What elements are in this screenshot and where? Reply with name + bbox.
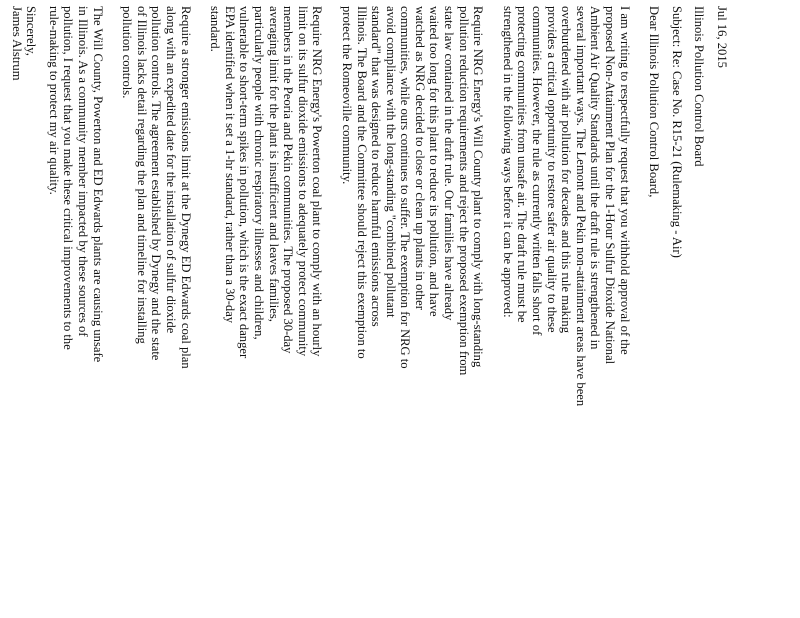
letter-salutation: Dear Illinois Pollution Control Board, bbox=[647, 6, 662, 198]
letter-body bbox=[9, 6, 800, 606]
letter-paragraph: Require NRG Energy's Will County plant to comply with long-standing pollution reduction requirements and reject the proposed exemption from state law contained in the draft rule. Our families have already waited too long for this plant to reduce its pollution, and have watched as NRG decided to close or clean up plants in other communities, while ours continues to suffer. The exemption for NRG to avoid compliance with the long-standing "combined pollutant standard" that was designed to reduce harmful emissions across Illinois. The Board and the Committee should reject this exemption to protect the Romeoville community. bbox=[339, 6, 486, 376]
letter-paragraph: Require a stronger emissions limit at the Dynegy ED Edwards coal plan along with an expedited date for the installation of sulfur dioxide pollution controls. The agreement established by Dynegy and the state of Illinois lacks detail regarding the plan and timeline for installing pollution controls. bbox=[120, 6, 193, 369]
letter-date: Jul 16, 2015 bbox=[715, 6, 729, 68]
letter-subject: Subject: Re: Case No. R15-21 (Rulemaking - Air) bbox=[669, 6, 684, 258]
letter-signature: James Alstrum bbox=[9, 6, 24, 81]
letter-paragraph: The Will County, Powerton and ED Edwards plants are causing unsafe in Illinois. As a community member impacted by these sources of pollution, I request that you make these critical improvements to the rule-making to protect my air quality. bbox=[46, 6, 105, 363]
letter-closing: Sincerely, bbox=[24, 6, 39, 56]
letter-paragraph: I am writing to respectfully request that you withhold approval of the proposed Non-Attainment Plan for the 1-Hour Sulfur Dioxide National Ambient Air Quality Standards until the draft rule is strengthened in several important ways. The Lemont and Pekin non-attainment areas have been overburdened with air pollution for decades and this rule making provides a critical opportunity to restore safer air quality to these communities. However, the rule as currently written falls short of protecting communities from unsafe air. The draft rule must be strengthened in the following ways before it can be approved: bbox=[500, 6, 632, 407]
letter-paragraph: Require NRG Energy's Powerton coal plant to comply with an hourly limit on its sulfur dioxide emissions to adequately protect community members in the Peoria and Pekin communities. The proposed 30-day averaging limit for the plant is insufficient and leaves families, particularly people with chronic respiratory illnesses and children, vulnerable to short-term spikes in pollution, which is the exact danger EPA identified when it set a 1-hr standard, rather than a 30-day standard. bbox=[208, 6, 325, 359]
letter-recipient: Illinois Pollution Control Board bbox=[692, 6, 707, 167]
